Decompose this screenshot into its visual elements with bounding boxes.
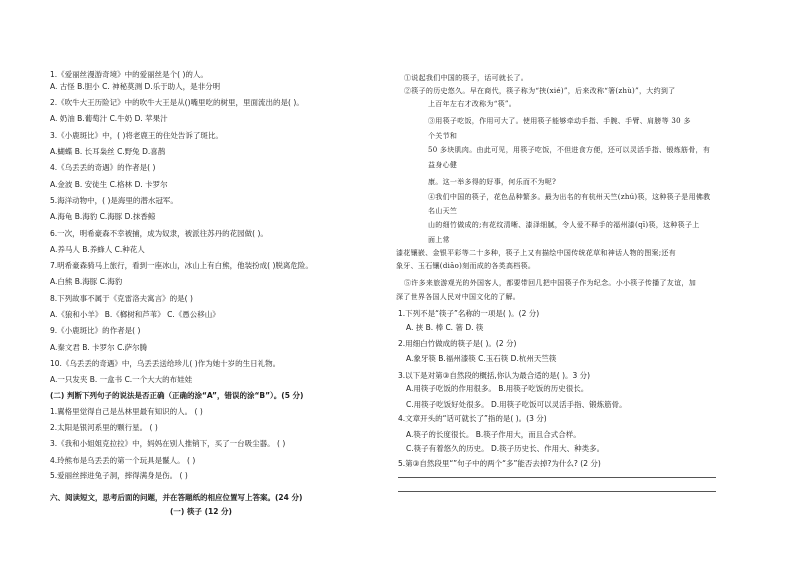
left-line: 3.《我和小姐姐克拉拉》中，妈妈在别人推销下，买了一台吸尘器。 ( ) xyxy=(50,439,286,448)
left-line: A.海龟 B.海豹 C.海豚 D.抹香鲸 xyxy=(50,212,156,221)
passage-line: 50 多块肌肉。由此可见，用筷子吃饭，不但进食方便，还可以灵活手指、锻炼筋骨，有 xyxy=(428,146,711,154)
left-line: (一) 筷子 (12 分) xyxy=(170,507,232,516)
left-line: 六、阅读短文，思考后面的问题，并在答题纸的相应位置写上答案。(24 分) xyxy=(50,493,303,502)
left-line: 3.《小鹿斑比》中，( )将老鹿王的住处告诉了斑比。 xyxy=(50,131,223,140)
passage-line: 深了世界各国人民对中国文化的了解。 xyxy=(396,293,521,301)
left-line: 2.太阳是银河系里的颗行星。 ( ) xyxy=(50,423,158,432)
left-line: 1.《爱丽丝漫游奇境》中的爱丽丝是个( )的人。 xyxy=(50,70,208,79)
passage-line: 漆花镶嵌、金银平彩等二十多种，筷子上又有描绘中国传统花草和神话人物的图案;还有 xyxy=(396,249,677,257)
left-line: 1.翼格里觉得自己是丛林里最有知识的人。 ( ) xyxy=(50,407,203,416)
question-line: C.用筷子吃饭好处很多。 D.用筷子吃饭可以灵活手指、锻炼筋骨。 xyxy=(406,400,627,409)
left-line: (二) 判断下列句子的说法是否正确（正确的涂“A”，错误的涂“B”）。(5 分) xyxy=(50,391,304,400)
left-line: 8.下列故事不属于《克雷洛夫寓言》的是( ) xyxy=(50,294,193,303)
left-line: A.一只发夹 B. 一盒书 C.一个大大的布娃娃 xyxy=(50,375,193,384)
left-line: 7.明希豪森骑马上旅行，看到一座冰山，冰山上有白熊，他装扮成( )脱离危险。 xyxy=(50,261,313,270)
passage-line: 面上常 xyxy=(428,236,450,244)
passage-line: ④我们中国的筷子，花色品种繁多。最为出名的有杭州天竺(zhú)筷，这种筷子是用佛教 xyxy=(428,193,711,201)
answer-line-1 xyxy=(398,477,716,478)
left-line: A.白熊 B.海豚 C.海豹 xyxy=(50,277,123,286)
question-line: 1.下列不是“筷子”名称的一项是( )。(2 分) xyxy=(398,309,540,318)
passage-line: 康。这一举多得的好事，何乐而不为呢? xyxy=(428,178,557,186)
left-line: A. 奶油 B.葡萄汁 C.牛奶 D. 苹果汁 xyxy=(50,114,168,123)
left-line: A.养马人 B.养蜂人 C.种花人 xyxy=(50,245,145,254)
left-line: A.金波 B. 安徒生 C.格林 D. 卡罗尔 xyxy=(50,180,168,189)
passage-line: ①说起我们中国的筷子，话可就长了。 xyxy=(404,74,529,82)
left-line: A. 古怪 B.胆小 C. 神秘莫测 D.乐于助人，是非分明 xyxy=(50,82,221,91)
left-line: 5.爱丽丝摔进兔子洞，摔得满身是伤。 ( ) xyxy=(50,471,188,480)
question-line: C.筷子有着悠久的历史。 D.筷子历史长、作用大、种类多。 xyxy=(406,444,605,453)
left-line: 4.《乌丢丢的奇遇》的作者是( ) xyxy=(50,163,156,172)
left-line: 5.海洋动物中，( )是海里的潜水冠军。 xyxy=(50,196,178,205)
passage-line: 益身心健 xyxy=(428,161,458,169)
passage-line: 上百年左右才改称为“筷”。 xyxy=(428,100,517,108)
question-line: A.筷子的长度很长。 B.筷子作用大，而且合式合样。 xyxy=(406,430,581,439)
left-line: A.秦文君 B. 卡罗尔 C.萨尔腾 xyxy=(50,343,148,352)
question-line: A.象牙筷 B.福州漆筷 C.玉石筷 D.杭州天竺筷 xyxy=(406,354,557,363)
passage-line: 个关节和 xyxy=(428,132,458,140)
passage-line: ②筷子的历史悠久。早在商代，筷子称为“挟(xié)”，后来改称“箸(zhù)”，大约到了 xyxy=(404,87,676,95)
passage-line: 象牙、玉石镶(diāo)刻而成的各类高档筷。 xyxy=(396,262,536,270)
question-line: A.用筷子吃饭的作用很多。 B.用筷子吃饭的历史很长。 xyxy=(406,384,589,393)
left-line: A.《狼和小羊》 B.《榔树和芦苇》 C.《愚公移山》 xyxy=(50,310,220,319)
passage-line: 山的细竹做成的;有花纹清晰、漆泽细腻，令人爱不释手的福州漆(qī)筷，这种筷子上 xyxy=(428,221,700,229)
left-line: 4.玲熊布是乌丢丢的第一个玩具是鬣人。 ( ) xyxy=(50,456,196,465)
passage-line: ⑤许多来旅游观光的外国客人，都要带回几把中国筷子作为纪念。小小筷子传播了友谊，加 xyxy=(404,279,696,287)
left-line: A.蝴蝶 B. 长耳枭丝 C.野兔 D.喜鹊 xyxy=(50,147,166,156)
question-line: 2.用细白竹做成的筷子是( )。(2 分) xyxy=(398,339,517,348)
passage-line: ③用筷子吃饭，作用可大了。使用筷子能够牵动手指、手腕、手臂、肩膀等 30 多 xyxy=(428,117,691,125)
answer-line-2 xyxy=(398,491,716,492)
passage-line: 名山天竺 xyxy=(428,207,458,215)
left-line: 10.《乌丢丢的奇遇》中，乌丢丢送给珍儿( )作为她十岁的生日礼物。 xyxy=(50,359,281,368)
left-line: 6.一次，明希豪森不幸被捕，成为奴隶，被派往苏丹的花园做( )。 xyxy=(50,229,268,238)
left-line: 2.《吹牛大王历险记》中的吹牛大王是从()嘴里吃的树里，里面流出的是( )。 xyxy=(50,98,304,107)
question-line: 3.以下是对第③自然段的概括,你认为最合适的是( )。3 分) xyxy=(398,371,591,380)
question-line: 5.第③自然段里“”句子中的两个“多”能否去掉?为什么? (2 分) xyxy=(398,459,601,468)
question-line: A. 挟 B. 棒 C. 箸 D. 筷 xyxy=(406,323,484,332)
left-line: 9.《小鹿斑比》的作者是( ) xyxy=(50,326,141,335)
question-line: 4.文章开头的“话可就长了”指的是( )。(3 分) xyxy=(398,414,547,423)
